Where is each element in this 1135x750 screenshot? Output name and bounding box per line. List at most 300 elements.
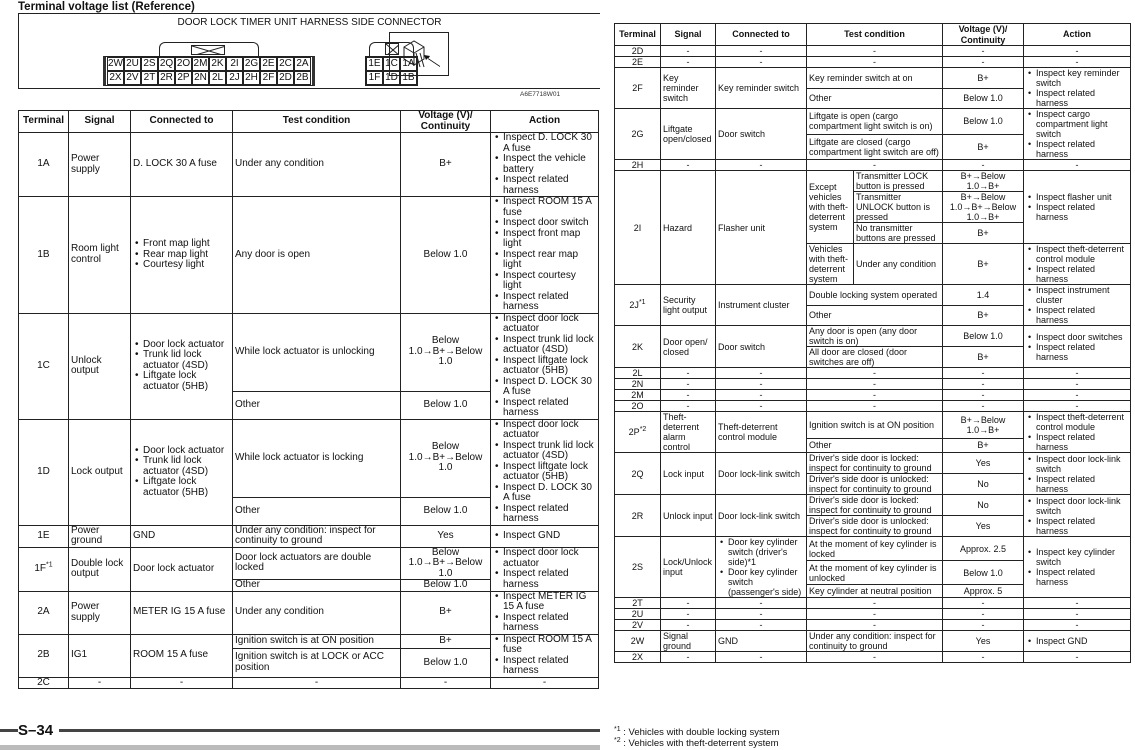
bullet-list (1026, 192, 1128, 222)
action-cell: - (1024, 379, 1131, 390)
list-item: • Inspect door switch (493, 218, 596, 229)
terminal-id: 2M (631, 390, 644, 400)
voltage-cell: Approx. 2.5 (943, 537, 1024, 561)
connected-to-cell: METER IG 15 A fuse (131, 591, 233, 634)
signal-cell: Key reminder switch (661, 68, 716, 109)
bullet-list (493, 548, 596, 590)
list-item: • Inspect door lock actuator (493, 548, 596, 569)
connected-to-cell (131, 313, 233, 419)
voltage-cell: No (943, 474, 1024, 495)
connector-pin: 2E (260, 57, 277, 71)
action-cell (1024, 631, 1131, 652)
voltage-cell: B+→Below 1.0→B+→Below 1.0→B+ (943, 192, 1024, 223)
action-cell: - (1024, 401, 1131, 412)
terminal-id: 2L (632, 368, 643, 378)
terminal-cell (615, 109, 661, 160)
column-header: Voltage (V)/ Continuity (401, 111, 491, 133)
terminal-cell (19, 525, 69, 547)
table-row (615, 379, 1131, 390)
list-item: • Inspect rear map light (493, 250, 596, 271)
action-cell (1024, 285, 1131, 326)
list-item: • Inspect key cylinder switch (1026, 547, 1128, 567)
terminal-id: 2S (631, 562, 643, 572)
connector-pin: 2F (260, 71, 277, 85)
connected-to-cell: Flasher unit (716, 171, 807, 285)
table-row (615, 652, 1131, 663)
test-condition-cell: Driver's side door is unlocked: inspect for continuity to ground (807, 474, 943, 495)
connected-to-cell (131, 197, 233, 314)
table-row (19, 634, 599, 649)
footnote-mark: *1 (614, 725, 621, 733)
connector-pin: 1D (383, 71, 400, 85)
signal-cell: - (661, 652, 716, 663)
list-item: • Inspect GND (1026, 636, 1128, 646)
action-cell (1024, 171, 1131, 244)
table-row (615, 368, 1131, 379)
action-cell (1024, 109, 1131, 160)
list-item: • Inspect related harness (1026, 305, 1128, 325)
test-condition-cell: Under any condition: inspect for continuity to ground (233, 525, 401, 547)
table-row (615, 285, 1131, 306)
action-cell: - (1024, 368, 1131, 379)
bullet-list (493, 314, 596, 419)
action-cell (1024, 244, 1131, 285)
connected-to-cell (131, 419, 233, 525)
list-item: • Door lock actuator (133, 446, 230, 457)
terminal-cell (19, 547, 69, 591)
list-item: • Inspect related harness (1026, 88, 1128, 108)
connector-pin: 2J (226, 71, 243, 85)
test-condition-cell: No transmitter buttons are pressed (854, 223, 943, 244)
voltage-cell: B+ (943, 305, 1024, 326)
action-cell (1024, 495, 1131, 537)
list-item: • Door key cylinder switch (driver's side)*1 (718, 537, 804, 567)
action-cell (491, 591, 599, 634)
action-cell: - (1024, 46, 1131, 57)
voltage-cell: - (943, 160, 1024, 171)
signal-cell: Lock output (69, 419, 131, 525)
bullet-list (493, 420, 596, 525)
connected-to-cell: Key reminder switch (716, 68, 807, 109)
terminal-id: 2K (631, 341, 643, 352)
test-condition-cell: Transmitter UNLOCK button is pressed (854, 192, 943, 223)
action-cell (491, 525, 599, 547)
list-item: • Trunk lid lock actuator (4SD) (133, 456, 230, 477)
connected-to-cell: - (131, 677, 233, 689)
bullet-list (1026, 412, 1128, 452)
voltage-cell: B+ (401, 591, 491, 634)
bullet-list (1026, 636, 1128, 646)
table-row (19, 547, 599, 580)
connected-to-cell: - (716, 609, 807, 620)
signal-cell: Power ground (69, 525, 131, 547)
connected-to-cell: Door switch (716, 326, 807, 368)
test-condition-cell: While lock actuator is unlocking (233, 313, 401, 391)
action-cell (491, 634, 599, 677)
action-cell (491, 547, 599, 591)
test-condition-cell: Door lock actuators are double locked (233, 547, 401, 580)
terminal-cell (615, 171, 661, 285)
voltage-cell: - (943, 620, 1024, 631)
signal-cell: - (661, 379, 716, 390)
voltage-cell: - (943, 598, 1024, 609)
list-item: • Inspect front map light (493, 229, 596, 250)
connector-pin: 2R (158, 71, 175, 85)
signal-cell: Double lock output (69, 547, 131, 591)
terminal-cell (615, 57, 661, 68)
action-cell: - (1024, 390, 1131, 401)
action-cell: - (1024, 620, 1131, 631)
signal-cell: - (661, 390, 716, 401)
connected-to-cell: - (716, 379, 807, 390)
voltage-cell: - (401, 677, 491, 689)
connected-to-cell: - (716, 57, 807, 68)
test-condition-cell: Liftgate are closed (cargo compartment light switch are off) (807, 134, 943, 160)
voltage-cell: - (943, 390, 1024, 401)
connector-pin: 2X (107, 71, 124, 85)
column-header: Test condition (807, 24, 943, 46)
signal-cell: Theft-deterrent alarm control (661, 412, 716, 453)
connected-to-cell: Door switch (716, 109, 807, 160)
voltage-cell: Yes (943, 453, 1024, 474)
voltage-cell: B+→Below 1.0→B+ (943, 171, 1024, 192)
voltage-cell: No (943, 495, 1024, 516)
terminal-cell (615, 368, 661, 379)
test-condition-cell: Any door is open (233, 197, 401, 314)
voltage-cell: Below 1.0→B+→Below 1.0 (401, 547, 491, 580)
column-header: Connected to (131, 111, 233, 133)
signal-cell: - (69, 677, 131, 689)
voltage-cell: Yes (401, 525, 491, 547)
list-item: • Inspect related harness (1026, 567, 1128, 587)
test-condition-cell: Other (233, 497, 401, 525)
list-item: • Inspect related harness (1026, 516, 1128, 536)
voltage-cell: B+→Below 1.0→B+ (943, 412, 1024, 439)
voltage-cell: Below 1.0 (401, 580, 491, 592)
table-row (19, 591, 599, 634)
voltage-cell: B+ (943, 438, 1024, 452)
voltage-cell: 1.4 (943, 285, 1024, 306)
test-condition-cell: Ignition switch is at ON position (807, 412, 943, 439)
terminal-cell (615, 326, 661, 368)
table-row (615, 390, 1131, 401)
connected-to-cell: - (716, 401, 807, 412)
terminal-footnote-mark: *2 (639, 426, 647, 433)
terminal-id: 2P (628, 427, 640, 437)
terminal-cell (19, 677, 69, 689)
terminal-cell (19, 634, 69, 677)
voltage-cell: - (943, 46, 1024, 57)
column-header: Terminal (615, 24, 661, 46)
connector-pin: 1C (383, 57, 400, 71)
table-row (615, 495, 1131, 516)
test-condition-cell: All door are closed (door switches are off) (807, 347, 943, 368)
column-header: Terminal (19, 111, 69, 133)
list-item: • Inspect theft-deterrent control module (1026, 244, 1128, 264)
signal-cell: - (661, 401, 716, 412)
list-item: • Inspect related harness (1026, 264, 1128, 284)
terminal-id: 2O (631, 401, 644, 411)
terminal-cell (615, 390, 661, 401)
voltage-cell: B+ (943, 68, 1024, 89)
test-condition-cell: Ignition switch is at LOCK or ACC position (233, 649, 401, 677)
bullet-list (1026, 285, 1128, 325)
terminal-cell (615, 285, 661, 326)
list-item: • Courtesy light (133, 260, 230, 271)
column-header: Action (491, 111, 599, 133)
terminal-id: 2T (632, 598, 643, 608)
voltage-cell: Below 1.0 (943, 326, 1024, 347)
test-condition-cell: - (807, 598, 943, 609)
list-item: • Liftgate lock actuator (5HB) (133, 477, 230, 498)
action-cell (491, 313, 599, 419)
terminal-id: 1C (37, 359, 50, 371)
signal-cell: Liftgate open/closed (661, 109, 716, 160)
test-condition-cell: - (807, 609, 943, 620)
bullet-list (1026, 109, 1128, 159)
list-item: • Inspect ROOM 15 A fuse (493, 197, 596, 218)
connected-to-cell: GND (131, 525, 233, 547)
connector-pin: 2H (243, 71, 260, 85)
terminal-cell (19, 313, 69, 419)
list-item: • Inspect trunk lid lock actuator (4SD) (493, 441, 596, 462)
list-item: • Inspect trunk lid lock actuator (4SD) (493, 335, 596, 356)
bullet-list (493, 531, 596, 542)
column-header: Voltage (V)/ Continuity (943, 24, 1024, 46)
action-cell (1024, 453, 1131, 495)
voltage-cell: B+ (943, 347, 1024, 368)
list-item: • Inspect related harness (493, 656, 596, 677)
action-cell: - (1024, 598, 1131, 609)
signal-cell: Security light output (661, 285, 716, 326)
terminal-cell (19, 133, 69, 197)
list-item: • Inspect door lock actuator (493, 420, 596, 441)
list-item: • Inspect GND (493, 531, 596, 542)
terminal-id: 2F (632, 83, 643, 93)
voltage-cell: B+ (943, 134, 1024, 160)
terminal-id: 1E (37, 529, 50, 541)
voltage-cell: Below 1.0 (943, 88, 1024, 109)
large-connector (103, 56, 315, 86)
action-cell: - (1024, 609, 1131, 620)
connector-pin: 2A (294, 57, 311, 71)
voltage-cell: B+ (943, 223, 1024, 244)
terminal-cell (615, 46, 661, 57)
signal-cell: - (661, 57, 716, 68)
table-row (615, 160, 1131, 171)
terminal-footnote-mark: *1 (46, 561, 53, 569)
table-row (615, 620, 1131, 631)
footnote-text: : Vehicles with double locking system (623, 727, 780, 738)
action-cell (1024, 68, 1131, 109)
connected-to-cell: D. LOCK 30 A fuse (131, 133, 233, 197)
connector-diagram (18, 13, 600, 89)
bullet-list (493, 133, 596, 196)
list-item: • Inspect D. LOCK 30 A fuse (493, 483, 596, 504)
list-item: • Inspect liftgate lock actuator (5HB) (493, 462, 596, 483)
page-title: Terminal voltage list (Reference) (18, 1, 195, 13)
terminal-footnote-mark: *1 (638, 299, 646, 306)
test-condition-cell: Other (807, 305, 943, 326)
terminal-id: 2B (37, 649, 50, 661)
image-code: A6E7718W01 (520, 91, 561, 98)
condition-group-cell: Except vehicles with theft-deterrent system (807, 171, 854, 244)
column-header: Connected to (716, 24, 807, 46)
column-header: Action (1024, 24, 1131, 46)
signal-cell: Lock input (661, 453, 716, 495)
list-item: • Inspect instrument cluster (1026, 285, 1128, 305)
table-row (19, 313, 599, 391)
connector-pin: 2Q (159, 58, 174, 69)
signal-cell: - (661, 609, 716, 620)
signal-cell: Door open/ closed (661, 326, 716, 368)
signal-cell: Unlock output (69, 313, 131, 419)
table-row (19, 197, 599, 314)
condition-group-cell: Vehicles with theft-deterrent system (807, 244, 854, 285)
terminal-cell (615, 652, 661, 663)
list-item: • Inspect related harness (1026, 139, 1128, 159)
terminal-cell (615, 609, 661, 620)
signal-cell: IG1 (69, 634, 131, 677)
list-item: • Inspect METER IG 15 A fuse (493, 592, 596, 613)
table-row (19, 525, 599, 547)
signal-cell: Room light control (69, 197, 131, 314)
voltage-cell: - (943, 401, 1024, 412)
connected-to-cell: - (716, 390, 807, 401)
footnote-text: : Vehicles with theft-deterrent system (623, 738, 779, 749)
bullet-list (1026, 332, 1128, 362)
terminal-cell (615, 495, 661, 537)
connector-plug-icon (389, 32, 449, 76)
connected-to-cell: Instrument cluster (716, 285, 807, 326)
test-condition-cell: At the moment of key cylinder is locked (807, 537, 943, 561)
list-item: • Liftgate lock actuator (5HB) (133, 371, 230, 392)
connector-key-mark (191, 45, 225, 55)
terminal-cell (615, 598, 661, 609)
action-cell: - (1024, 57, 1131, 68)
test-condition-cell: Key reminder switch at on (807, 68, 943, 89)
bullet-list (493, 197, 596, 313)
terminal-id: 2R (631, 510, 644, 521)
test-condition-cell: - (807, 620, 943, 631)
list-item: • Inspect related harness (493, 613, 596, 634)
terminal-id: 1D (37, 465, 50, 477)
list-item: • Front map light (133, 239, 230, 250)
bullet-list (1026, 244, 1128, 284)
bullet-list (493, 592, 596, 634)
voltage-cell: Below 1.0 (401, 497, 491, 525)
bullet-list (1026, 454, 1128, 494)
table-row (19, 677, 599, 689)
page-rule (0, 729, 600, 732)
bullet-list (133, 239, 230, 271)
connector-pin: 2T (141, 71, 158, 85)
bullet-list (1026, 68, 1128, 108)
terminal-id: 2C (37, 676, 50, 688)
table-row (615, 326, 1131, 347)
list-item: • Inspect related harness (493, 569, 596, 590)
action-cell (1024, 537, 1131, 598)
list-item: • Inspect D. LOCK 30 A fuse (493, 377, 596, 398)
test-condition-cell: Any door is open (any door switch is on) (807, 326, 943, 347)
signal-cell: Power supply (69, 591, 131, 634)
terminal-id: 2U (631, 609, 644, 619)
bullet-list (133, 446, 230, 499)
terminal-id: 2G (631, 129, 644, 139)
terminal-id: 2H (631, 160, 644, 170)
table-row (615, 401, 1131, 412)
voltage-cell: Yes (943, 516, 1024, 537)
connected-to-cell (716, 537, 807, 598)
terminal-id: 2Q (631, 468, 644, 479)
terminal-id: 2A (37, 606, 50, 618)
connector-pin: 2K (209, 57, 226, 71)
voltage-cell: Below 1.0 (943, 561, 1024, 585)
terminal-table-left (18, 110, 599, 689)
terminal-cell (615, 412, 661, 453)
test-condition-cell: - (807, 160, 943, 171)
signal-cell: - (661, 620, 716, 631)
terminal-id: 2E (631, 57, 643, 67)
terminal-cell (615, 620, 661, 631)
signal-cell: Unlock input (661, 495, 716, 537)
action-cell (491, 133, 599, 197)
list-item: • Door lock actuator (133, 340, 230, 351)
connected-to-cell: Theft-deterrent control module (716, 412, 807, 453)
table-row (615, 46, 1131, 57)
footnote-mark: *2 (614, 736, 621, 744)
test-condition-cell: Double locking system operated (807, 285, 943, 306)
terminal-cell (615, 631, 661, 652)
footnote-1 (614, 727, 780, 738)
terminal-id: 2I (633, 222, 642, 233)
table-row (615, 609, 1131, 620)
voltage-cell: - (943, 379, 1024, 390)
list-item: • Inspect courtesy light (493, 271, 596, 292)
list-item: • Inspect related harness (493, 398, 596, 419)
voltage-cell: Below 1.0→B+→Below 1.0 (401, 313, 491, 391)
test-condition-cell: - (807, 368, 943, 379)
connector-pin: 2I (226, 57, 243, 71)
connector-pin: 1E (366, 57, 383, 71)
list-item: • Inspect related harness (1026, 432, 1128, 452)
list-item: • Inspect door lock-link switch (1026, 454, 1128, 474)
connected-to-cell: GND (716, 631, 807, 652)
list-item: • Inspect related harness (493, 292, 596, 313)
terminal-cell (615, 68, 661, 109)
footnote-2 (614, 738, 779, 749)
column-header: Signal (661, 24, 716, 46)
test-condition-cell: - (807, 652, 943, 663)
terminal-id: 1B (37, 248, 50, 260)
connector-pin: 2C (277, 57, 294, 71)
column-header: Test condition (233, 111, 401, 133)
terminal-cell (19, 591, 69, 634)
list-item: • Inspect flasher unit (1026, 192, 1128, 202)
terminal-cell (615, 379, 661, 390)
action-cell (491, 197, 599, 314)
terminal-cell (615, 401, 661, 412)
connector-pin: 2U (124, 57, 141, 71)
connected-to-cell: ROOM 15 A fuse (131, 634, 233, 677)
connected-to-cell: - (716, 160, 807, 171)
list-item: • Inspect related harness (1026, 474, 1128, 494)
table-row (615, 453, 1131, 474)
connected-to-cell: - (716, 598, 807, 609)
terminal-cell (615, 160, 661, 171)
list-item: • Inspect door switches (1026, 332, 1128, 342)
voltage-cell: Below 1.0 (401, 391, 491, 419)
